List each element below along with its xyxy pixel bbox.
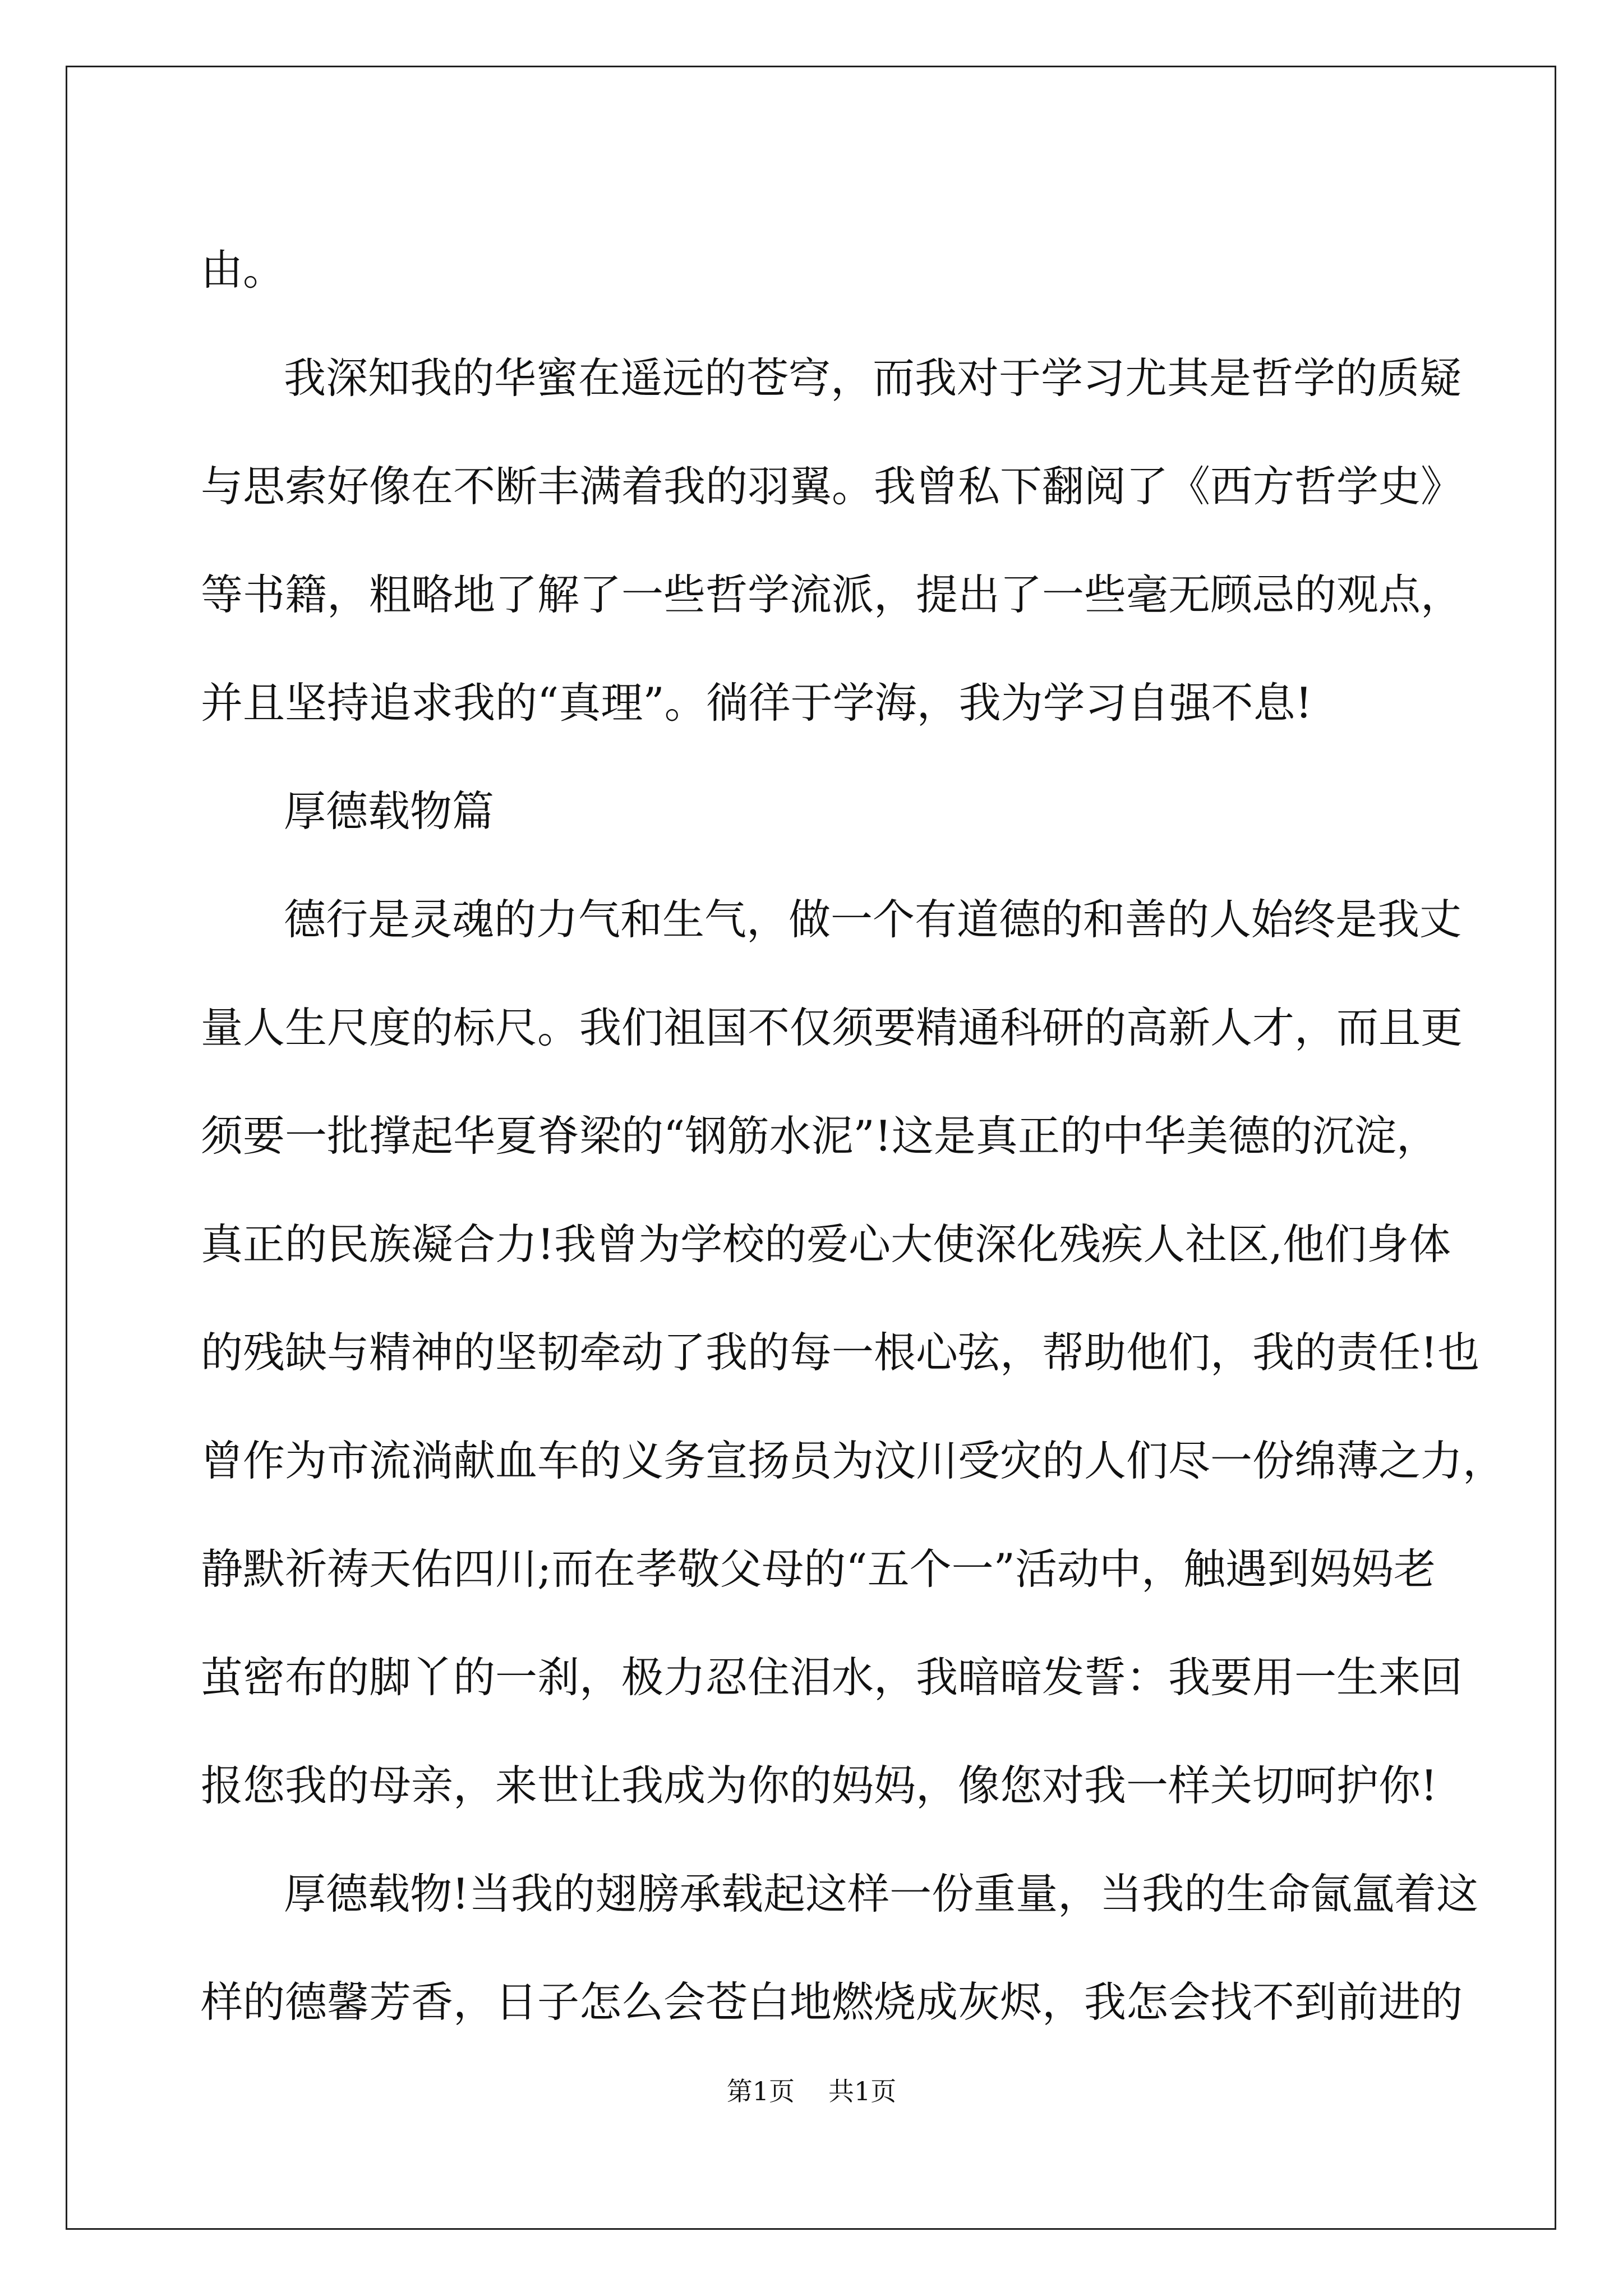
paragraph-line: 曾作为市流淌献血车的义务宣扬员为汶川受灾的人们尽一份绵薄之力， — [201, 1436, 1505, 1485]
paragraph-line: 并且坚持追求我的“真理”。徜徉于学海，我为学习自强不息! — [201, 678, 1312, 728]
paragraph-line: 德行是灵魂的力气和生气，做一个有道德的和善的人始终是我丈 — [284, 895, 1462, 944]
paragraph-line: 样的德馨芳香，日子怎么会苍白地燃烧成灰烬，我怎会找不到前进的 — [201, 1977, 1463, 2027]
page-number: 第1页 — [726, 2076, 795, 2106]
paragraph-line: 真正的民族凝合力!我曾为学校的爱心大使深化残疾人社区,他们身体 — [201, 1220, 1451, 1269]
paragraph-line: 我深知我的华蜜在遥远的苍穹，而我对于学习尤其是哲学的质疑 — [284, 353, 1462, 403]
section-heading: 厚德载物篇 — [284, 786, 495, 836]
paragraph-line: 与思索好像在不断丰满着我的羽翼。我曾私下翻阅了《西方哲学史》 — [201, 462, 1463, 511]
paragraph-line: 报您我的母亲，来世让我成为你的妈妈，像您对我一样关切呵护你! — [201, 1761, 1438, 1810]
paragraph-line: 由。 — [201, 245, 285, 295]
paragraph-line: 量人生尺度的标尺。我们祖国不仅须要精通科研的高新人才，而且更 — [201, 1003, 1463, 1052]
document-body — [201, 216, 1505, 2056]
paragraph-line: 须要一批撑起华夏脊梁的“钢筋水泥”!这是真正的中华美德的沉淀， — [201, 1111, 1438, 1161]
paragraph-line: 厚德载物!当我的翅膀承载起这样一份重量，当我的生命氤氲着这 — [284, 1869, 1479, 1918]
page-total: 共1页 — [828, 2076, 897, 2106]
paragraph-line: 等书籍，粗略地了解了一些哲学流派，提出了一些毫无顾忌的观点， — [201, 570, 1463, 619]
page-footer — [0, 2074, 1623, 2108]
paragraph-line: 静默祈祷天佑四川;而在孝敬父母的“五个一”活动中，触遇到妈妈老 — [201, 1544, 1436, 1594]
paragraph-line: 的残缺与精神的坚韧牵动了我的每一根心弦，帮助他们，我的责任!也 — [201, 1328, 1480, 1377]
paragraph-line: 茧密布的脚丫的一刹，极力忍住泪水，我暗暗发誓：我要用一生来回 — [201, 1653, 1463, 1702]
